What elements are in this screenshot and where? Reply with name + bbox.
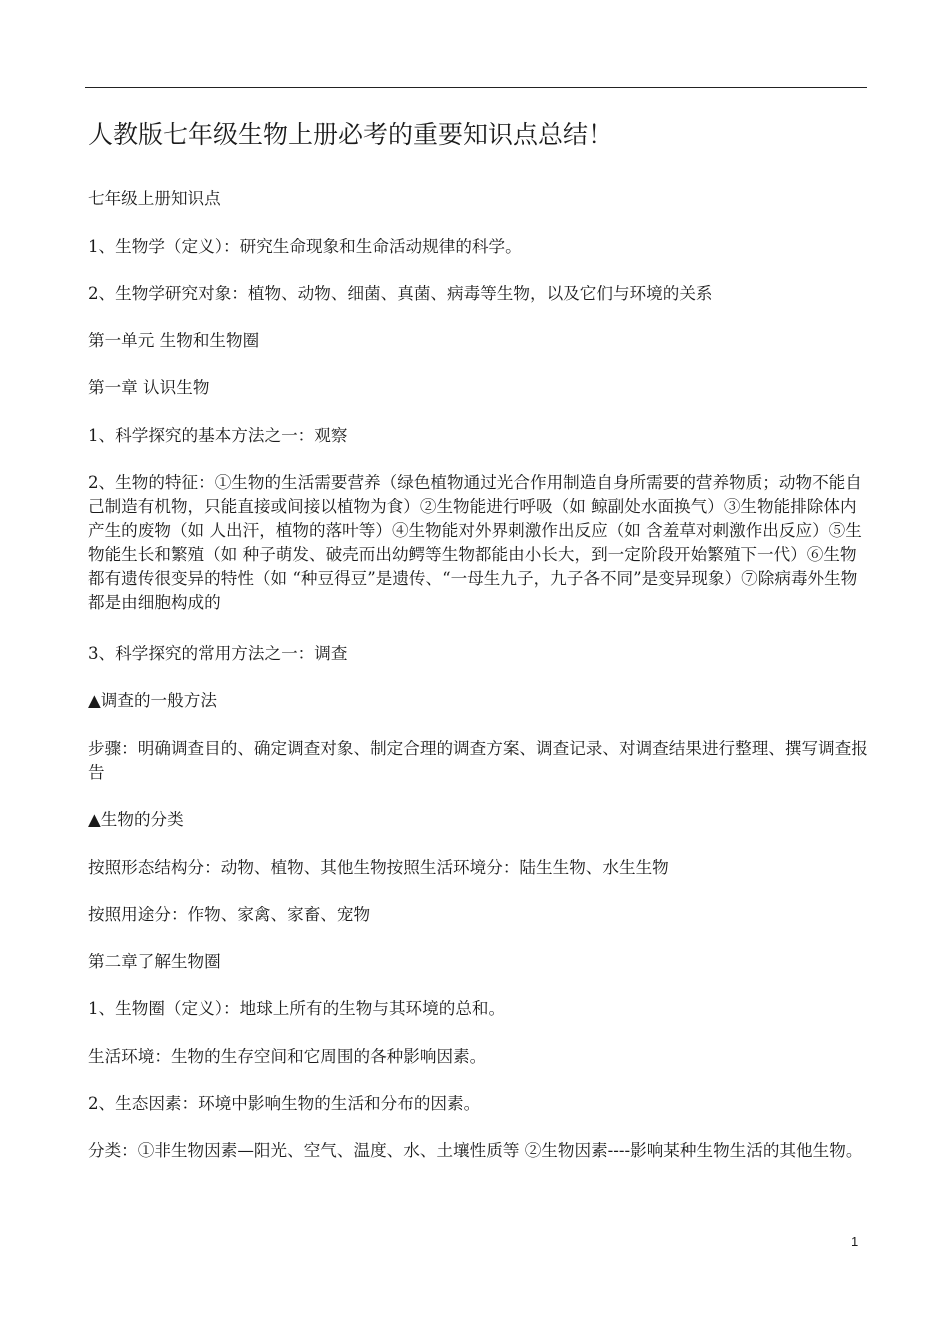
paragraph-classification-heading: ▲生物的分类 bbox=[88, 810, 184, 829]
paragraph-unit-heading: 第一单元 生物和生物圈 bbox=[88, 331, 260, 350]
paragraph-classification-use: 按照用途分：作物、家禽、家畜、宠物 bbox=[88, 905, 371, 924]
paragraph-biosphere-definition: 1、生物圈（定义）：地球上所有的生物与其环境的总和。 bbox=[88, 999, 506, 1018]
paragraph-factor-classification: 分类：①非生物因素—阳光、空气、温度、水、土壤性质等 ②生物因素----影响某种生物生活的其他生物。 bbox=[88, 1141, 863, 1160]
page-number: 1 bbox=[851, 1234, 859, 1249]
document-title: 人教版七年级生物上册必考的重要知识点总结！ bbox=[88, 120, 614, 149]
paragraph-research-objects: 2、生物学研究对象：植物、动物、细菌、真菌、病毒等生物，以及它们与环境的关系 bbox=[88, 284, 713, 303]
paragraph-survey: 3、科学探究的常用方法之一：调查 bbox=[88, 644, 348, 663]
paragraph-living-environment: 生活环境：生物的生存空间和它周围的各种影响因素。 bbox=[88, 1047, 487, 1066]
paragraph-chapter-one-heading: 第一章 认识生物 bbox=[88, 378, 210, 397]
paragraph-observation: 1、科学探究的基本方法之一：观察 bbox=[88, 426, 348, 445]
paragraph-survey-steps: 步骤：明确调查目的、确定调查对象、制定合理的调查方案、调查记录、对调查结果进行整理、撰写调查报告 bbox=[88, 739, 868, 782]
paragraph-classification-morphology: 按照形态结构分：动物、植物、其他生物按照生活环境分：陆生生物、水生生物 bbox=[88, 858, 669, 877]
paragraph-biology-definition: 1、生物学（定义）：研究生命现象和生命活动规律的科学。 bbox=[88, 237, 522, 256]
paragraph-chapter-two-heading: 第二章了解生物圈 bbox=[88, 952, 221, 971]
paragraph-characteristics: 2、生物的特征：①生物的生活需要营养（绿色植物通过光合作用制造自身所需要的营养物质；动物不能自己制造有机物，只能直接或间接以植物为食）②生物能进行呼吸（如 鲸副处水面换气）③生物能排除体内产生的废物（如 人出汗，植物的落叶等）④生物能对外界刺激作出反应（如 含羞草对刺激作出反应）⑤生物能生长和繁殖（如 种子萌发、破壳而出幼鳄等生物都能由小长大，到一定阶段开始繁殖下一代）⑥生物都有遗传很变异的特性（如 “种豆得豆”是遗传、“一母生九子，九子各不同”是变异现象）⑦除病毒外生物都是由细胞构成的 bbox=[88, 473, 862, 612]
paragraph-survey-method-heading: ▲调查的一般方法 bbox=[88, 691, 217, 710]
header-rule bbox=[85, 87, 867, 88]
paragraph-grade-heading: 七年级上册知识点 bbox=[88, 189, 221, 208]
paragraph-ecological-factors: 2、生态因素：环境中影响生物的生活和分布的因素。 bbox=[88, 1094, 481, 1113]
